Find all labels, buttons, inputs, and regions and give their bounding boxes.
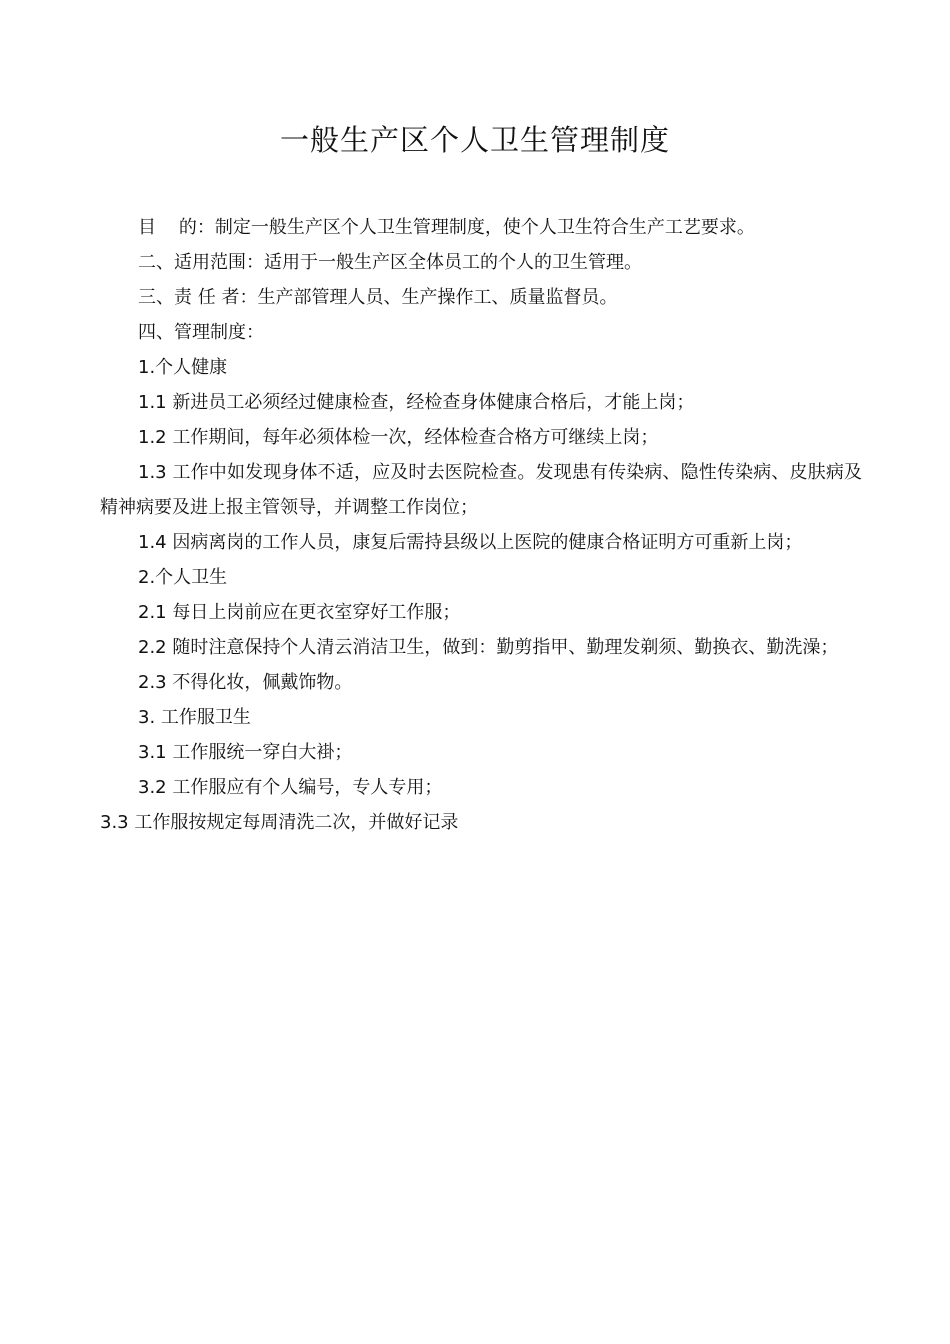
list-item-3-3: 3.3 工作服按规定每周清洗二次，并做好记录 [100, 812, 459, 833]
document-title: 一般生产区个人卫生管理制度 [279, 123, 670, 157]
list-item-1-4: 1.4 因病离岗的工作人员，康复后需持县级以上医院的健康合格证明方可重新上岗； [138, 532, 803, 553]
section-heading-personal-health: 1.个人健康 [138, 357, 228, 378]
list-item-3-1: 3.1 工作服统一穿白大褂； [138, 742, 353, 763]
section-heading-workwear-hygiene: 3. 工作服卫生 [138, 707, 251, 728]
list-item-1-2: 1.2 工作期间，每年必须体检一次，经体检查合格方可继续上岗； [138, 427, 659, 448]
list-item-1-1: 1.1 新进员工必须经过健康检查，经检查身体健康合格后，才能上岗； [138, 392, 695, 413]
section-heading-personal-hygiene: 2.个人卫生 [138, 567, 228, 588]
paragraph-purpose: 目 的：制定一般生产区个人卫生管理制度，使个人卫生符合生产工艺要求。 [138, 217, 755, 238]
list-item-2-3: 2.3 不得化妆，佩戴饰物。 [138, 672, 353, 693]
list-item-2-1: 2.1 每日上岗前应在更衣室穿好工作服； [138, 602, 461, 623]
paragraph-management-heading: 四、管理制度： [138, 322, 264, 343]
list-item-3-2: 3.2 工作服应有个人编号，专人专用； [138, 777, 443, 798]
document-body [100, 210, 862, 840]
paragraph-scope: 二、适用范围：适用于一般生产区全体员工的个人的卫生管理。 [138, 252, 642, 273]
list-item-2-2: 2.2 随时注意保持个人清云消洁卫生，做到：勤剪指甲、勤理发剃须、勤换衣、勤洗澡； [138, 637, 839, 658]
list-item-1-3: 1.3 工作中如发现身体不适，应及时去医院检查。发现患有传染病、隐性传染病、皮肤病及精神病要及进上报主管领导，并调整工作岗位； [100, 462, 862, 518]
paragraph-responsible: 三、责 任 者：生产部管理人员、生产操作工、质量监督员。 [138, 287, 618, 308]
